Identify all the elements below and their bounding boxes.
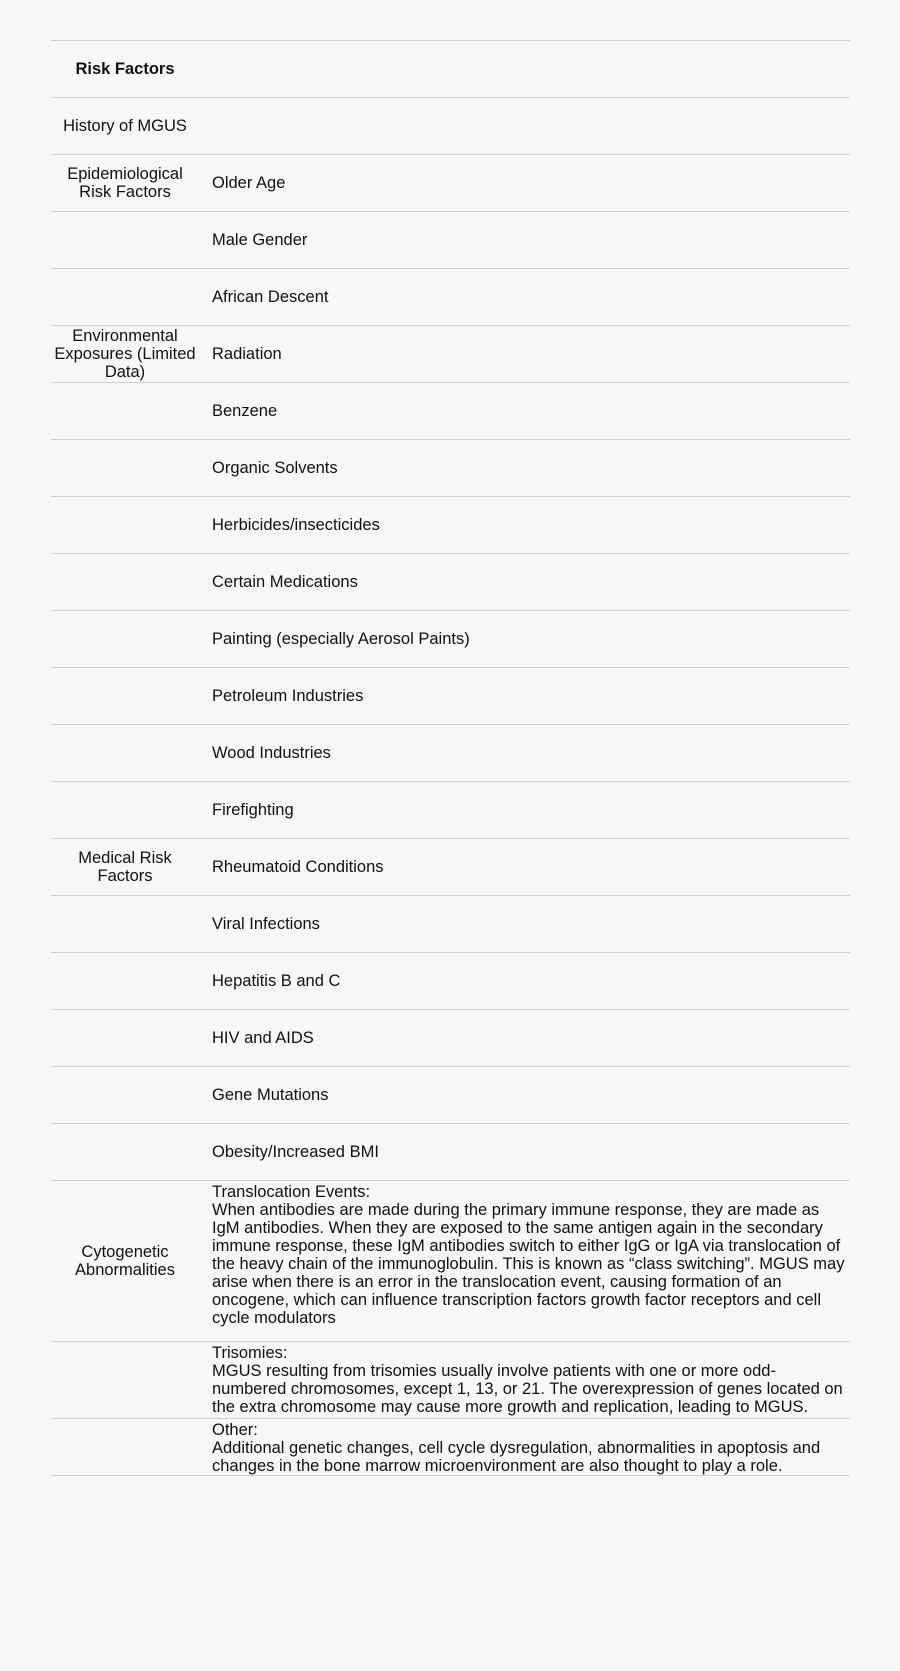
factor-cell: Hepatitis B and C: [212, 972, 341, 990]
factor-cell: Painting (especially Aerosol Paints): [212, 630, 470, 648]
table-row-translocation: [51, 1181, 850, 1342]
other-text: Additional genetic changes, cell cycle dysregulation, abnormalities in apoptosis and changes in the bone marrow microenvironment are also thought to play a role.: [212, 1439, 821, 1475]
category-cell: [51, 953, 199, 1009]
category-cell: [51, 1067, 199, 1123]
table-row: [51, 1010, 850, 1067]
factor-cell: Obesity/Increased BMI: [212, 1143, 379, 1161]
category-cell: [51, 1124, 199, 1180]
table-row: [51, 782, 850, 839]
category-cell: Environmental Exposures (Limited Data): [54, 327, 196, 381]
other-title: Other:: [212, 1421, 258, 1439]
factor-cell: Benzene: [212, 402, 278, 420]
category-cell: [51, 611, 199, 667]
factor-cell: African Descent: [212, 288, 329, 306]
factor-cell: HIV and AIDS: [212, 1029, 314, 1047]
table-row: [51, 269, 850, 326]
translocation-text: When antibodies are made during the primary immune response, they are made as IgM antibodies. When they are exposed to the same antigen again in the secondary immune response, these IgM antibodies switch to either IgG or IgA via translocation of the heavy chain of the immunoglobulin. This is known as “class switching”. MGUS may arise when there is an error in the translocation event, causing formation of an oncogene, which can influence transcription factors growth factor receptors and cell cycle modulators: [212, 1201, 845, 1327]
factor-cell: [199, 1419, 850, 1475]
table-row: [51, 98, 850, 155]
category-cell: [51, 497, 199, 553]
table-row: [51, 1067, 850, 1124]
factor-cell: Male Gender: [212, 231, 308, 249]
category-cell: [51, 782, 199, 838]
table-row: [51, 953, 850, 1010]
factor-cell: Radiation: [212, 345, 282, 363]
factor-cell: Petroleum Industries: [212, 687, 364, 705]
category-cell: [51, 269, 199, 325]
risk-factors-table: [51, 40, 850, 1476]
table-row: [51, 497, 850, 554]
category-cell: [51, 212, 199, 268]
category-cell: [51, 1010, 199, 1066]
category-cell: Cytogenetic Abnormalities: [75, 1243, 175, 1279]
factor-cell: Older Age: [212, 174, 286, 192]
table-header: Risk Factors: [75, 60, 175, 78]
category-cell: [51, 554, 199, 610]
table-row: [51, 440, 850, 497]
trisomies-text: MGUS resulting from trisomies usually involve patients with one or more odd-numbered chromosomes, except 1, 13, or 21. The overexpression of genes located on the extra chromosome may cause more growth and replication, leading to MGUS.: [212, 1362, 843, 1416]
table-header-row: [51, 41, 850, 98]
table-row: [51, 155, 850, 212]
table-row: [51, 383, 850, 440]
factor-cell: Viral Infections: [212, 915, 320, 933]
table-row-other: [51, 1419, 850, 1476]
factor-cell: [199, 98, 850, 154]
table-row: [51, 611, 850, 668]
category-cell: [51, 383, 199, 439]
translocation-title: Translocation Events:: [212, 1183, 371, 1201]
table-row: [51, 1124, 850, 1181]
table-row: [51, 212, 850, 269]
category-cell: Medical Risk Factors: [78, 849, 172, 885]
category-cell: History of MGUS: [63, 117, 187, 135]
table-row: [51, 554, 850, 611]
category-cell: Epidemiological Risk Factors: [67, 165, 183, 201]
factor-cell: Rheumatoid Conditions: [212, 858, 384, 876]
trisomies-title: Trisomies:: [212, 1344, 288, 1362]
category-cell: [51, 896, 199, 952]
factor-cell: Wood Industries: [212, 744, 331, 762]
factor-cell: Certain Medications: [212, 573, 358, 591]
factor-cell: Gene Mutations: [212, 1086, 329, 1104]
factor-cell: Firefighting: [212, 801, 294, 819]
category-cell: [51, 668, 199, 724]
table-row: [51, 896, 850, 953]
factor-cell: [199, 1342, 850, 1418]
factor-cell: Organic Solvents: [212, 459, 338, 477]
factor-cell: Herbicides/insecticides: [212, 516, 380, 534]
table-row-trisomies: [51, 1342, 850, 1419]
table-row: [51, 326, 850, 383]
table-row: [51, 839, 850, 896]
category-cell: [51, 725, 199, 781]
table-row: [51, 725, 850, 782]
table-row: [51, 668, 850, 725]
factor-cell: [199, 1181, 850, 1341]
category-cell: [51, 440, 199, 496]
